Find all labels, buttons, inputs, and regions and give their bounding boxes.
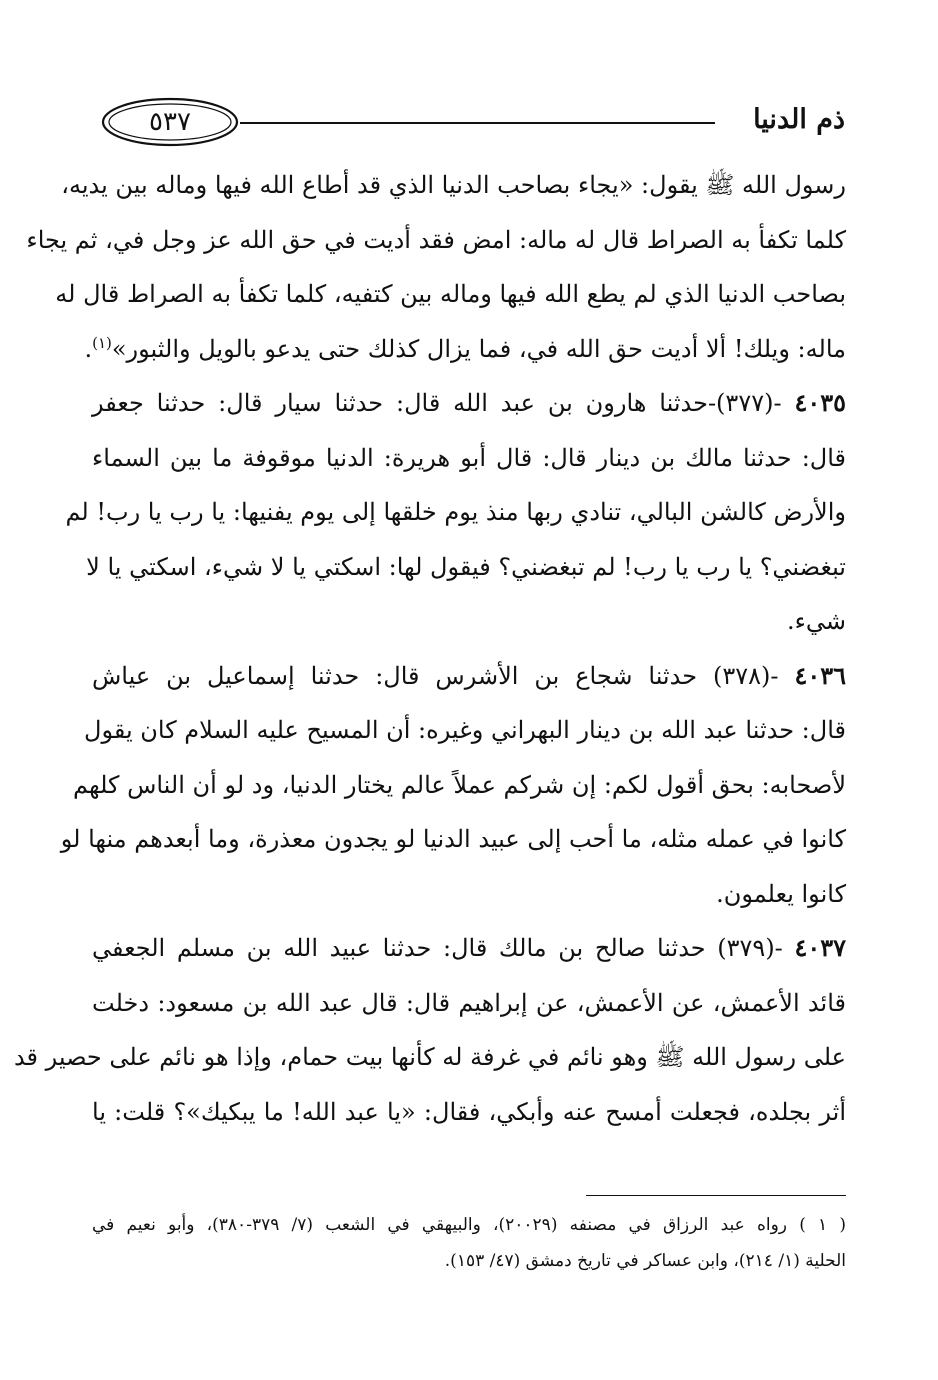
line-text: -(٣٧٩) حدثنا صالح بن مالك قال: حدثنا عبيد الله بن مسلم الجعفي: [92, 934, 783, 962]
text-line: [92, 594, 846, 649]
hadith-heading-line: [92, 376, 846, 431]
text-line: [92, 1085, 846, 1140]
footnotes: [92, 1207, 846, 1279]
line-text: -(٣٧٨) حدثنا شجاع بن الأشرس قال: حدثنا إسماعيل بن عياش: [92, 661, 779, 690]
line-text: قال: حدثنا عبد الله بن دينار البهراني وغيره: أن المسيح عليه السلام كان يقول: [84, 716, 846, 744]
line-text: كانوا يعلمون.: [716, 879, 846, 908]
line-text: -(٣٧٧)-حدثنا هارون بن عبد الله قال: حدثنا سيار قال: حدثنا جعفر: [92, 389, 782, 417]
line-text: رسول الله ﷺ يقول: «يجاء بصاحب الدنيا الذي قد أطاع الله فيها وماله بين يديه،: [61, 171, 846, 199]
text-line: [92, 431, 846, 486]
text-line: [84, 703, 846, 758]
footnote-reference[interactable]: (١): [92, 333, 112, 352]
running-title: ذم الدنيا: [753, 104, 845, 135]
line-text: ماله: ويلك! ألا أديت حق الله في، فما يزال كذلك حتى يدعو بالويل والثبور»: [111, 334, 846, 363]
hadith-heading-line: [92, 921, 846, 976]
line-text: لأصحابه: بحق أقول لكم: إن شركم عملاً عالم يختار الدنيا، ود لو أن الناس كلهم: [73, 770, 846, 799]
text-line: [84, 322, 846, 377]
line-text: على رسول الله ﷺ وهو نائم في غرفة له كأنها بيت حمام، وإذا هو نائم على حصير قد: [13, 1043, 846, 1071]
text-line: [65, 485, 846, 540]
page-header: [100, 96, 845, 156]
line-text: أثر بجلده، فجعلت أمسح عنه وأبكي، فقال: «يا عبد الله! ما يبكيك»؟ قلت: يا: [92, 1097, 846, 1126]
hadith-number: ٤٠٣٧: [794, 933, 846, 962]
line-text: والأرض كالشن البالي، تنادي ربها منذ يوم خلقها إلى يوم يفنيها: يا رب يا رب! لم: [65, 498, 846, 526]
text-line: [86, 540, 846, 595]
line-text: قال: حدثنا مالك بن دينار قال: قال أبو هريرة: الدنيا موقوفة ما بين السماء: [92, 443, 846, 472]
text-line: [61, 158, 846, 213]
text-line: [60, 812, 846, 867]
footnote-line: ( ١ ) رواه عبد الرزاق في مصنفه (٢٠٠٢٩)، والبيهقي في الشعب (٧/ ٣٧٩-٣٨٠)، وأبو نعيم في: [92, 1215, 846, 1235]
hadith-number: ٤٠٣٥: [794, 388, 846, 417]
line-text: شيء.: [786, 607, 846, 635]
text-line: [73, 758, 846, 813]
line-text: قائد الأعمش، عن الأعمش، عن إبراهيم قال: قال عبد الله بن مسعود: دخلت: [92, 988, 846, 1017]
page-number: ٥٣٧: [149, 107, 191, 137]
text-line: [92, 976, 846, 1031]
footnote-line: الحلية (١/ ٢١٤)، وابن عساكر في تاريخ دمشق (٤٧/ ١٥٣).: [444, 1251, 846, 1271]
line-text: بصاحب الدنيا الذي لم يطع الله فيها وماله بين كتفيه، كلما تكفأ به الصراط قال له: [55, 280, 846, 308]
line-tail: .: [84, 334, 93, 363]
body-text: [13, 158, 846, 1139]
text-line: [55, 267, 846, 322]
line-text: تبغضني؟ يا رب يا رب! لم تبغضني؟ فيقول لها: اسكتي يا لا شيء، اسكتي يا لا: [86, 552, 846, 581]
page-number-badge: [100, 96, 240, 148]
line-text: كانوا في عمله مثله، ما أحب إلى عبيد الدنيا لو يجدون معذرة، وما أبعدهم منها لو: [60, 825, 846, 853]
text-line: [92, 867, 846, 922]
line-text: كلما تكفأ به الصراط قال له ماله: امض فقد أديت في حق الله عز وجل في، ثم يجاء: [26, 225, 846, 254]
text-line: [13, 1030, 846, 1085]
hadith-heading-line: [92, 649, 846, 704]
hadith-number: ٤٠٣٦: [794, 660, 846, 690]
footnote-separator: [586, 1195, 846, 1196]
text-line: [26, 213, 846, 268]
header-rule: [240, 122, 715, 124]
